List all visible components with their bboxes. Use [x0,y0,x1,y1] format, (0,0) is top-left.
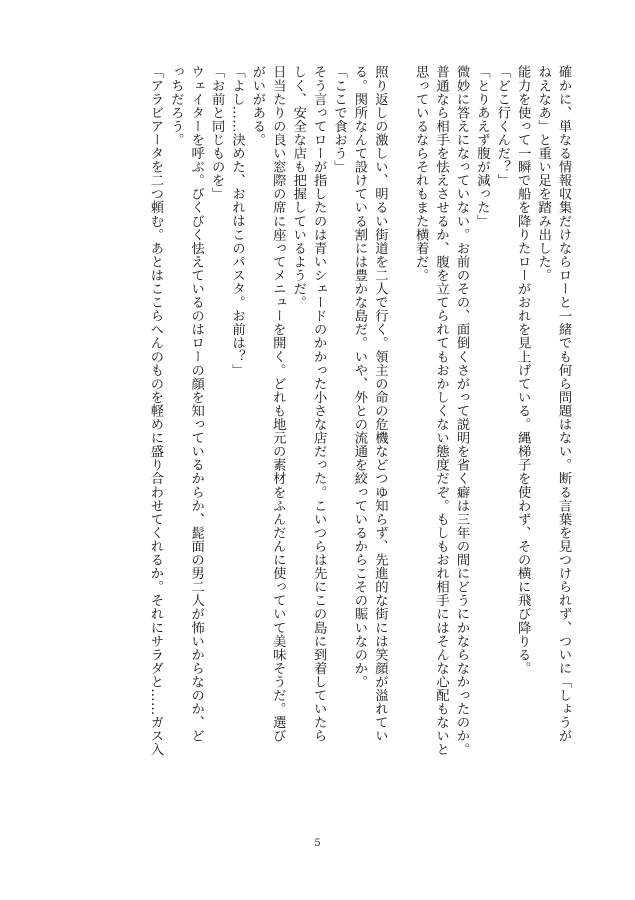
text-line: 日当たりの良い窓際の席に座ってメニューを開く。どれも地元の素材をふんだんに使っていて美味そうだ。選び [270,65,286,743]
text-line: 能力を使って一瞬で船を降りたローがおれを見上げている。縄梯子を使わず、その横に飛び降りる。 [515,65,531,675]
text-line: そう言ってローが指したのは青いシェードのかかった小さな店だった。こいつらは先にこの島に到着していたら [311,65,327,743]
text-line: ねえなあ」と重い足を踏み出した。 [535,65,551,282]
page-number: 5 [314,838,321,849]
text-line: 普通なら相手を怯えさせるか、腹を立てられてもおかしくない態度だぞ。もしもおれ相手にはそんな心配もないと [433,65,449,757]
text-line: 「ここで食おう」 [331,65,347,174]
text-line: っちだろう。 [168,65,184,147]
text-line: 「よし……決めた、おれはこのパスタ。お前は？」 [229,65,245,377]
text-line: しく、安全な店も把握しているようだ。 [290,65,306,309]
text-line: 確かに、単なる情報収集だけならローと一緒でも何ら問題はない。断る言葉を見つけられず、ついに「しょうが [556,65,571,743]
body-text [48,65,573,815]
text-line: 照り返しの激しい、明るい街道を二人で行く。領主の命の危機などつゆ知らず、先進的な街には笑顔が溢れてい [372,65,388,743]
text-line: 「アラビアータを二つ頼む。あとはここらへんのものを軽めに盛り合わせてくれるか。それにサラダと……ガス入 [147,65,163,757]
text-line: 思っているならそれもまた横着だ。 [413,65,429,282]
text-line: ウェイターを呼ぶ。びくびく怯えているのはローの顔を知っているからか、髭面の男二人が怖いからなのか、ど [188,65,204,743]
text-line: る。関所なんて設けている割には豊かな島だ。いや、外との流通を絞っているからこその賑いなのか。 [351,65,367,689]
text-line: 微妙に答えになっていない。お前のその、面倒くさがって説明を省く癖は三年の間にどうにかならなかったのか。 [453,65,469,757]
text-line: 「どこ行くんだ？」 [494,65,510,187]
text-line: 「とりあえず腹が減った」 [474,65,490,228]
text-line: がいがある。 [249,65,265,147]
text-line: 「お前と同じものを」 [209,65,225,201]
section-break [389,65,409,815]
